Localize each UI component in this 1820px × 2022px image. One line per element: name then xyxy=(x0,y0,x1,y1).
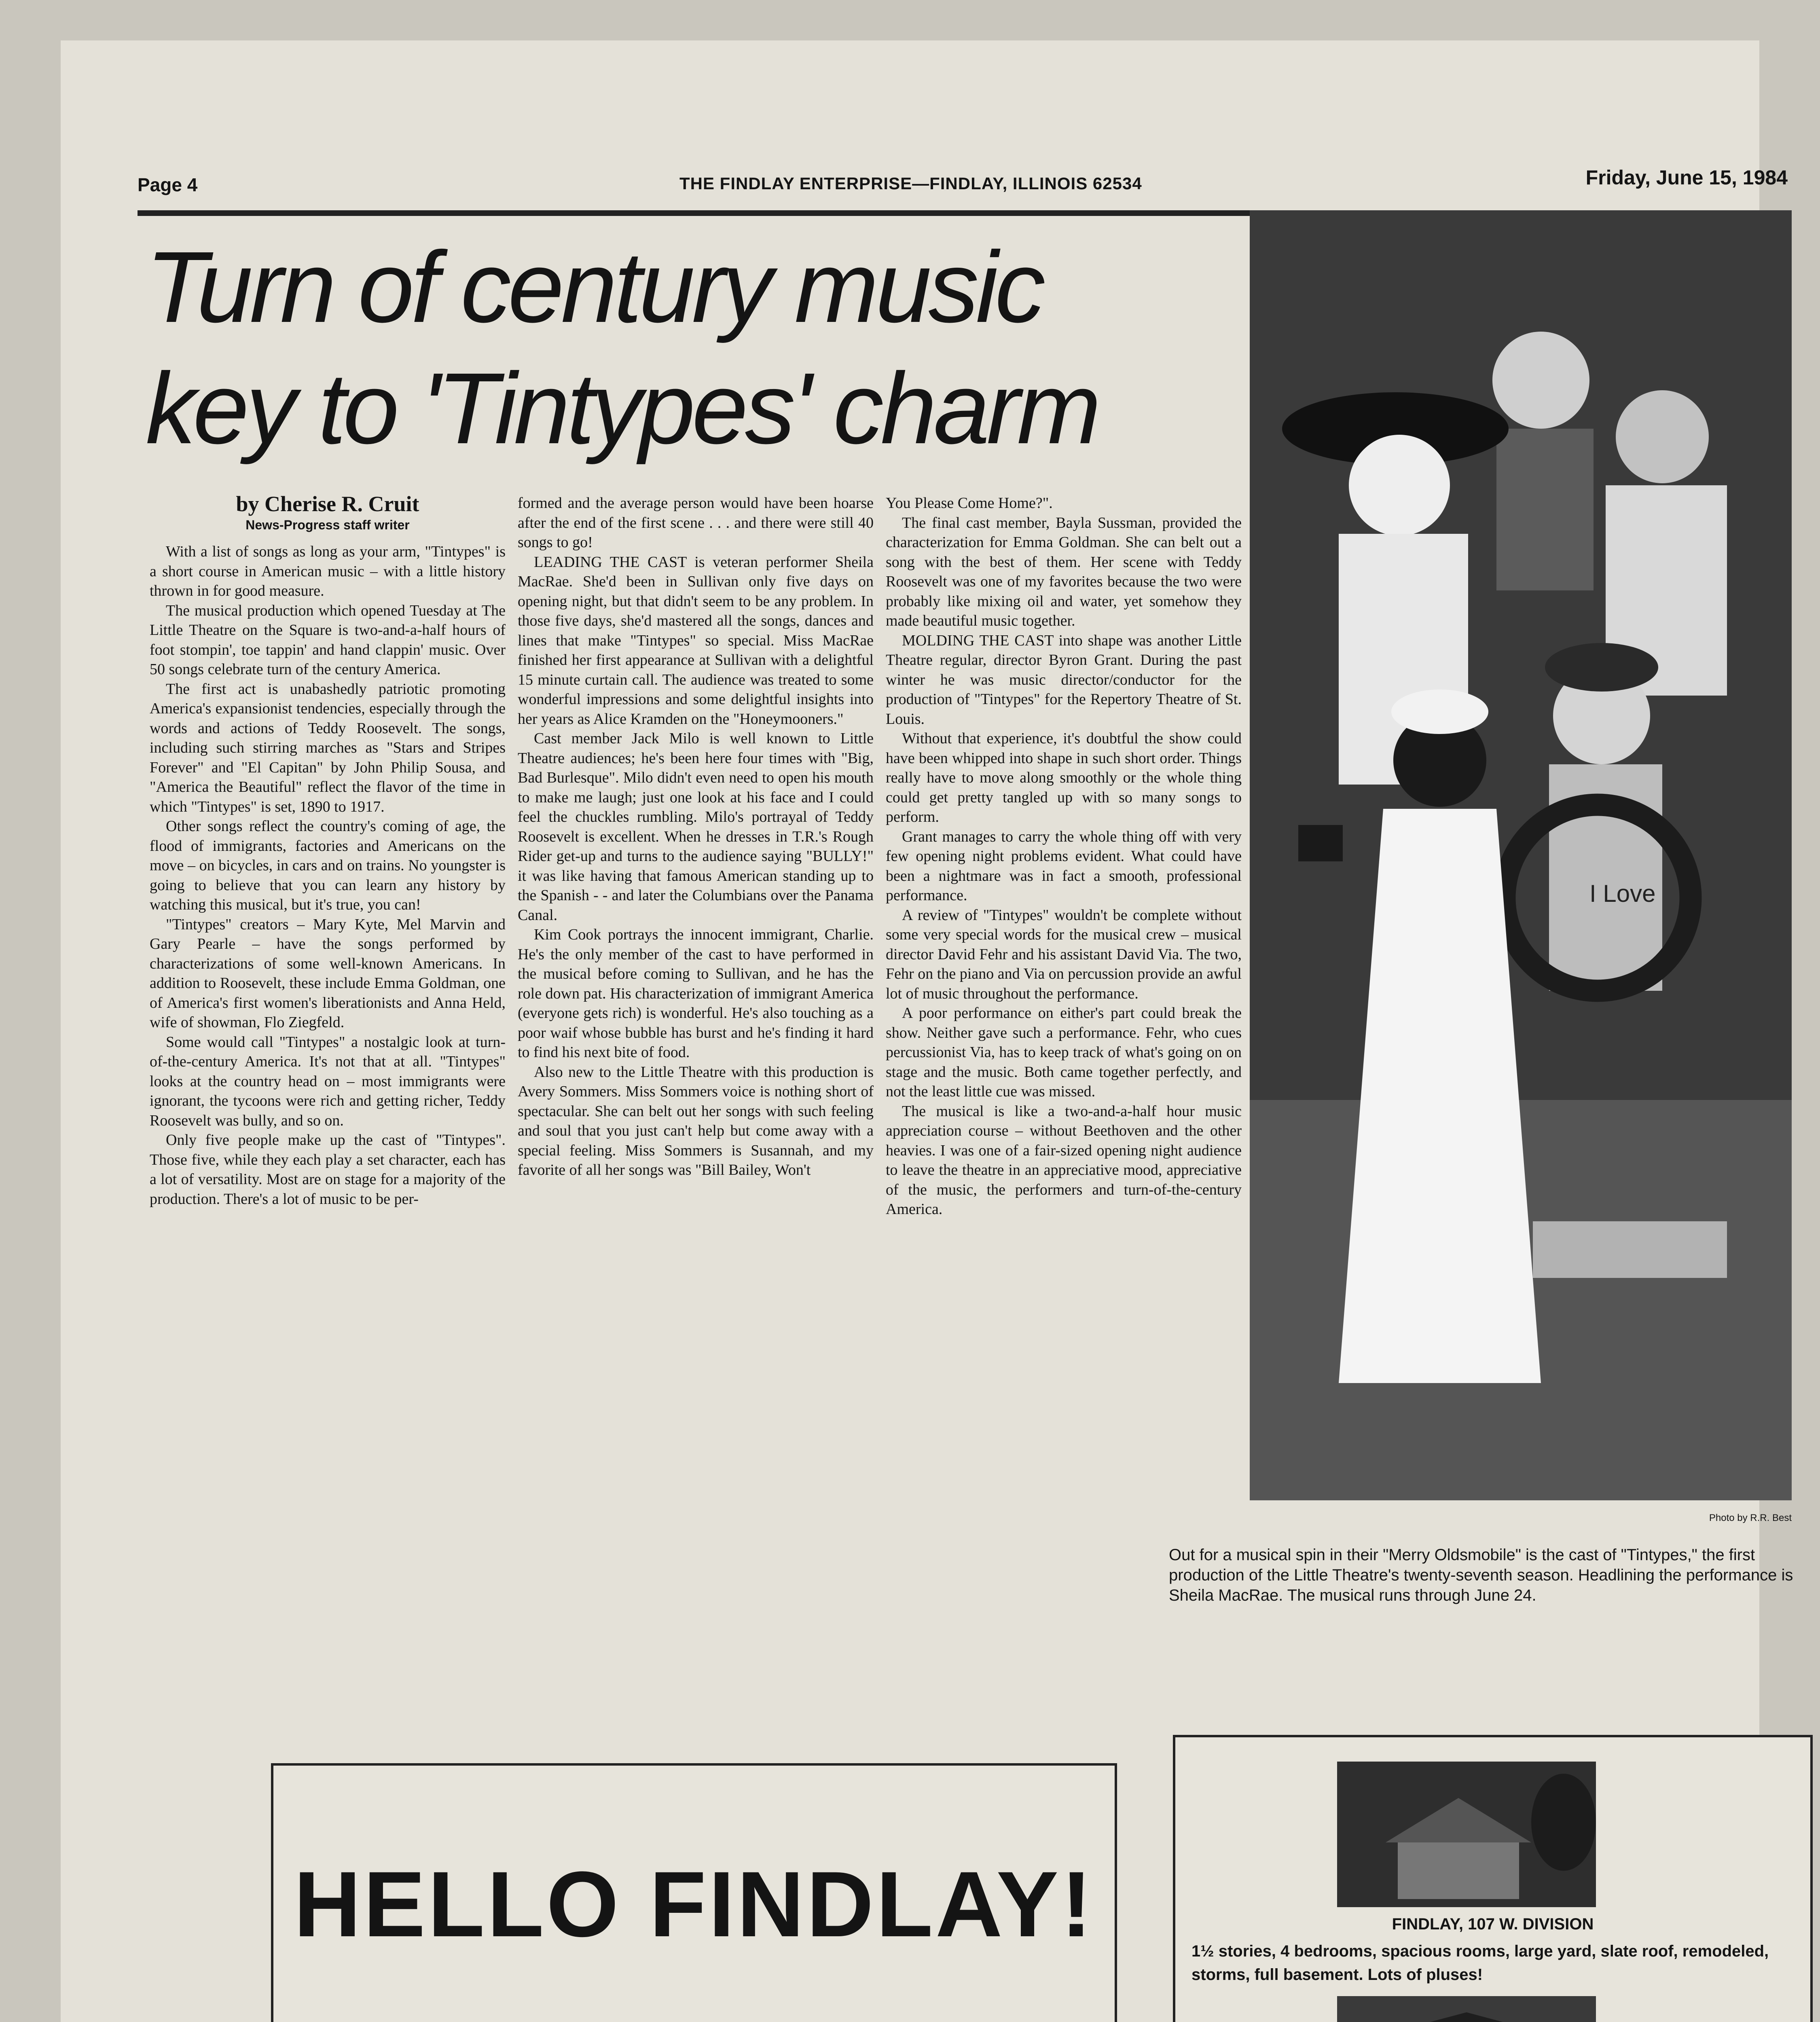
paragraph: formed and the average person would have been hoarse after the end of the first scene . . . and there were still 40 songs to go! xyxy=(518,495,874,551)
paragraph: Cast member Jack Milo is well known to Little Theatre audiences; he's been here four times with "Big, Bad Burlesque". Milo didn't even need to open his mouth to make me laugh; just one look at his face and I could feel the chuckles rumbling. Milo's portrayal of Teddy Roosevelt is excellent. When he dresses in T.R.'s Rough Rider get-up and turns to the audience saying "BULLY!" it was like having that famous American standing up to the Spanish - - and later the Columbians over the Panama Canal. xyxy=(518,730,874,924)
article-column-3 xyxy=(886,493,1242,1219)
byline-role: News-Progress staff writer xyxy=(245,518,410,532)
headline-line-1: Turn of century music xyxy=(146,231,1043,343)
house-photo-2 xyxy=(1337,1996,1596,2022)
house-photo-1 xyxy=(1337,1762,1596,1907)
paragraph: With a list of songs as long as your arm, "Tintypes" is a short course in American music – with a little history thrown in for good measure. xyxy=(150,543,506,599)
paragraph: The final cast member, Bayla Sussman, provided the characterization for Emma Goldman. She can belt out a song with the best of them. Her scene with Teddy Roosevelt was one of my favorites because the two were probably like mixing oil and water, yet somehow they made beautiful music together. xyxy=(886,514,1242,629)
paragraph: "Tintypes" creators – Mary Kyte, Mel Marvin and Gary Pearle – have the songs performed by characterizations of some well-known Americans. In addition to Roosevelt, these include Emma Goldman, one of America's first women's liberationists and Anna Held, wife of showman, Flo Ziegfeld. xyxy=(150,916,506,1031)
ad-headline: HELLO FINDLAY! xyxy=(294,1852,1094,1956)
paragraph: The musical production which opened Tuesday at The Little Theatre on the Square is two-and-a-half hours of foot stompin', toe tappin' and hand clappin' music. Over 50 songs celebrate turn of the century America. xyxy=(150,602,506,678)
article-headline xyxy=(146,226,1197,469)
shirt-text: I Love xyxy=(1589,880,1656,907)
paragraph: Without that experience, it's doubtful the show could have been whipped into shape in such short order. Things really have to move along smoothly or the whole thing could get pretty tangled up with so many songs to perform. xyxy=(886,730,1242,825)
paragraph: The musical is like a two-and-a-half hour music appreciation course – without Beethoven and the other heavies. I was one of a fair-sized opening night audience to leave the theatre in an appreciative mood, appreciative of the music, the performers and turn-of-the-century America. xyxy=(886,1102,1242,1218)
paragraph: A review of "Tintypes" wouldn't be complete without some very special words for the musical crew – musical director David Fehr and his assistant David Via. The two, Fehr on the piano and Via on percussion provide an awful lot of music throughout the performance. xyxy=(886,906,1242,1002)
article-column-1 xyxy=(150,542,506,1209)
paragraph: Kim Cook portrays the innocent immigrant, Charlie. He's the only member of the cast to have performed in the musical before coming to Sullivan, and he has the role down pat. His characterization of immigrant America (everyone gets rich) is wonderful. He's also touching as a poor waif whose bubble has burst and he's finding it hard to find his next bite of food. xyxy=(518,926,874,1061)
aircall-advertisement xyxy=(271,1763,1117,2022)
masthead xyxy=(138,142,1788,216)
paragraph: The first act is unabashedly patriotic promoting America's expansionist tendencies, especially through the words and actions of Teddy Roosevelt. The songs, including such stirring marches as "Stars and Stripes Forever" and "El Capitan" by John Philip Sousa, and "America the Beautiful" reflect the flavor of the time in which "Tintypes" is set, 1890 to 1917. xyxy=(150,680,506,815)
byline: by Cherise R. Cruit xyxy=(236,492,419,516)
paragraph: Other songs reflect the country's coming of age, the flood of immigrants, factories and Americans on the move – on bicycles, in cars and on trains. No youngster is going to believe that you can learn any history by watching this musical, but it's true, you can! xyxy=(150,818,506,913)
listing-1-title: FINDLAY, 107 W. DIVISION xyxy=(1392,1915,1594,1933)
listing-1-description: 1½ stories, 4 bedrooms, spacious rooms, large yard, slate roof, remodeled, storms, full basement. Lots of pluses! xyxy=(1191,1942,1769,1984)
issue-date: Friday, June 15, 1984 xyxy=(1585,166,1788,189)
paragraph: A poor performance on either's part could break the show. Neither gave such a performance. Fehr, who cues percussionist Via, has to keep track of what's going on on stage and the music. Both came together perfectly, and not the least little cue was missed. xyxy=(886,1005,1242,1100)
paragraph: MOLDING THE CAST into shape was another Little Theatre regular, director Byron Grant. During the past winter he was music director/conductor for the production of "Tintypes" for the Repertory Theatre of St. Louis. xyxy=(886,632,1242,728)
paragraph: LEADING THE CAST is veteran performer Sheila MacRae. She'd been in Sullivan only five days on opening night, but that didn't seem to be any problem. In those five days, she'd mastered all the songs, dances and lines that make "Tintypes" so special. Miss MacRae finished her first appearance at Sullivan with a delightful 15 minute curtain call. The audience was treated to some wonderful impressions and some delightful insights into her years as Alice Kramden on the "Honeymooners." xyxy=(518,553,874,728)
newspaper-page xyxy=(61,40,1793,2022)
cast-photo xyxy=(1250,210,1792,1500)
paragraph: Also new to the Little Theatre with this production is Avery Sommers. Miss Sommers voice is nothing short of spectacular. She can belt out her songs with such feeling and soul that you just can't help but come away with a special feeling. Miss Sommers is Susannah, and my favorite of all her songs was "Bill Bailey, Won't xyxy=(518,1063,874,1178)
headline-line-2: key to 'Tintypes' charm xyxy=(146,352,1098,465)
paragraph: Only five people make up the cast of "Tintypes". Those five, while they each play a set character, each has a lot of versatility. Most are on stage for a majority of the production. There's a lot of music to be per- xyxy=(150,1132,506,1208)
paper-name: THE FINDLAY ENTERPRISE—FINDLAY, ILLINOIS 62534 xyxy=(679,174,1142,193)
paragraph: Some would call "Tintypes" a nostalgic look at turn-of-the-century America. It's not that at all. "Tintypes" looks at the country head on – most immigrants were ignorant, the tycoons were rich and getting richer, Teddy Roosevelt was bully, and so on. xyxy=(150,1033,506,1129)
paragraph: Grant manages to carry the whole thing off with very few opening night problems evident. What could have been a nightmare was in fact a smooth, professional performance. xyxy=(886,828,1242,904)
article-column-2 xyxy=(518,493,874,1180)
photo-caption: Out for a musical spin in their "Merry Oldsmobile" is the cast of "Tintypes," the first production of the Little Theatre's twenty-seventh season. Headlining the performance is Sheila MacRae. The musical runs through June 24. xyxy=(1169,1546,1793,1604)
real-estate-advertisement xyxy=(1173,1735,1813,2022)
page-number: Page 4 xyxy=(138,174,198,195)
cast-photo-illustration xyxy=(1250,210,1792,1500)
photo-credit: Photo by R.R. Best xyxy=(1709,1512,1792,1523)
paragraph: You Please Come Home?". xyxy=(886,495,1053,512)
